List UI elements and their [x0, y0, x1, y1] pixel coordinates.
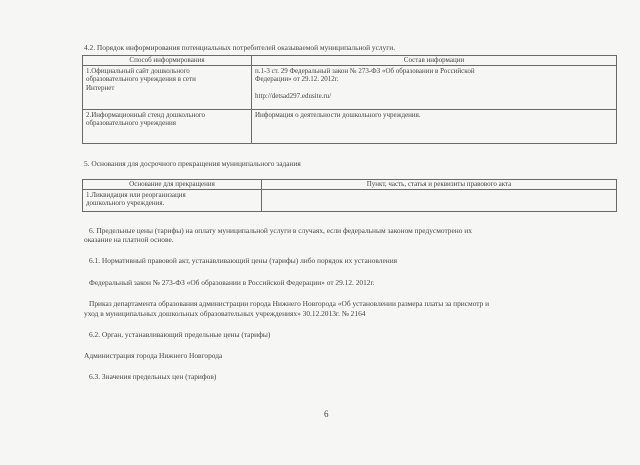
table-cell-act: [262, 189, 617, 211]
section-5-heading: 5. Основания для досрочного прекращения муниципального задания: [84, 159, 301, 168]
informing-table: [82, 55, 617, 144]
column-header: Состав информации: [252, 56, 617, 66]
table-cell-info: Информация о деятельности дошкольного учреждения.: [252, 109, 617, 143]
table-row: [83, 109, 617, 143]
table-header-row: [83, 180, 617, 190]
termination-table: [82, 179, 617, 212]
section-6-3-heading: 6.3. Значения предельных цен (тарифов): [89, 372, 217, 381]
page-number: 6: [324, 409, 329, 419]
order-line-2: уход в муниципальных дошкольных образовательных учреждениях» 30.12.2013г. № 2164: [84, 309, 366, 318]
order-line-1: Приказ департамента образования администрации города Нижнего Новгорода «Об установлении размера платы за присмотр и: [89, 299, 490, 308]
column-header: Основание для прекращения: [83, 180, 262, 190]
federal-law-reference: Федеральный закон № 273-ФЗ «Об образовании в Российской Федерации» от 29.12. 2012г.: [89, 278, 375, 287]
column-header: Способ информирования: [83, 56, 252, 66]
authority-name: Администрация города Нижнего Новгорода: [84, 351, 223, 360]
section-4-2-heading: 4.2. Порядок информирования потенциальных потребителей оказываемой муниципальной услуги.: [84, 43, 396, 52]
section-6-2-heading: 6.2. Орган, устанавливающий предельные цены (тарифы): [89, 330, 271, 339]
table-row: [83, 65, 617, 109]
section-6-line-1: 6. Предельные цены (тарифы) на оплату муниципальной услуги в случаях, если федеральным законом предусмотрено их: [89, 226, 472, 235]
table-row: [83, 189, 617, 211]
table-cell-method: 1.Официальный сайт дошкольного образовательного учреждения в сети Интернет: [83, 65, 252, 109]
section-6-1-heading: 6.1. Нормативный правовой акт, устанавливающий цены (тарифы) либо порядок их установления: [89, 256, 398, 265]
section-6-line-2: оказание на платной основе.: [84, 235, 174, 244]
table-cell-basis: 1.Ликвидация или реорганизация дошкольного учреждения.: [83, 189, 262, 211]
column-header: Пункт, часть, статья и реквизиты правового акта: [262, 180, 617, 190]
table-header-row: [83, 56, 617, 66]
table-cell-method: 2.Информационный стенд дошкольного образовательного учреждения: [83, 109, 252, 143]
table-cell-info: п.1-3 ст. 29 Федеральный закон № 273-ФЗ «Об образовании в Российской Федерации» от 29.12. 2012г. http://detsad297.edusite.ru/: [252, 65, 617, 109]
